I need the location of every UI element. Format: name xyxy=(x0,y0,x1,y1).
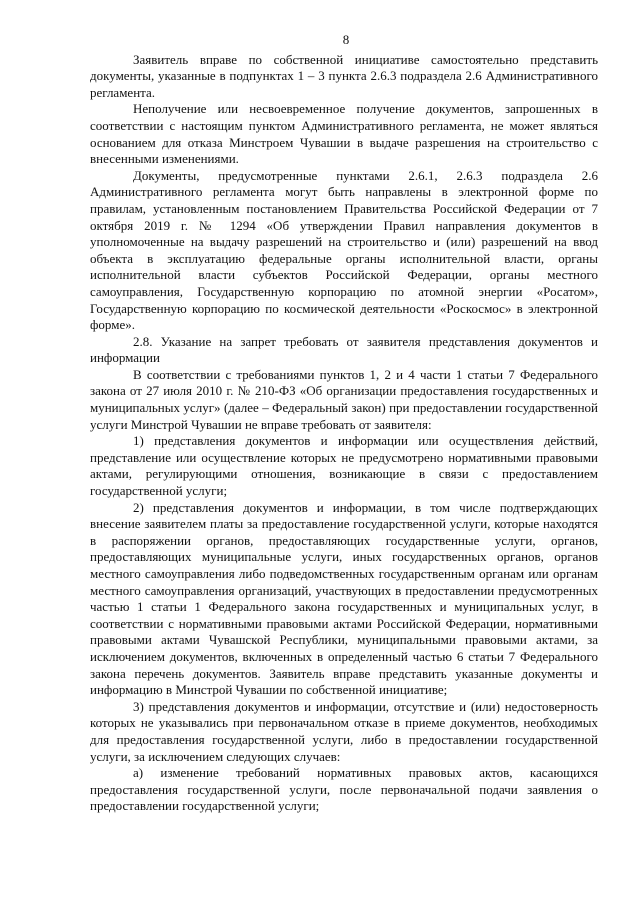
list-item-2: 2) представления документов и информации, в том числе подтверждающих внесение заявителем платы за предоставление государственной услуги, которые находятся в распоряжении органов, предоставляющих государственные услуги, органов, предоставляющих муниципальные услуги, иных государственных органов, органов местного самоуправления либо подведомственных государственным органам или органам местного самоуправления организаций, участвующих в предоставлении предусмотренных частью 1 статьи 1 Федерального закона государственных и муниципальных услуг, в соответствии с нормативными правовыми актами Российской Федерации, нормативными правовыми актами Чувашской Республики, муниципальными правовыми актами, за исключением документов, включенных в определенный частью 6 статьи 7 Федерального закона перечень документов. Заявитель вправе представить указанные документы и информацию в Минстрой Чувашии по собственной инициативе; xyxy=(90,499,598,698)
list-item-a: а) изменение требований нормативных правовых актов, касающихся предоставления государственной услуги, после первоначальной подачи заявления о предоставлении государственной услуги; xyxy=(90,765,598,814)
list-item-1: 1) представления документов и информации или осуществления действий, представление или осуществление которых не предусмотрено нормативными правовыми актами, регулирующими отношения, возникающие в связи с предоставлением государственной услуги; xyxy=(90,433,598,499)
page-number: 8 xyxy=(342,32,350,47)
paragraph-applicant-initiative: Заявитель вправе по собственной инициативе самостоятельно представить документы, указанные в подпунктах 1 – 3 пункта 2.6.3 подраздела 2.6 Административного регламента. xyxy=(90,51,598,100)
paragraph-electronic-form: Документы, предусмотренные пунктами 2.6.1, 2.6.3 подраздела 2.6 Административного регламента могут быть направлены в электронной форме по правилам, установленным постановлением Правительства Российской Федерации от 7 октября 2019 г. № 1294 «Об утверждении Правил направления документов в уполномоченные на выдачу разрешений на строительство и (или) разрешений на ввод объекта в эксплуатацию федеральные органы исполнительной власти, органы исполнительной власти субъектов Российской Федерации, органы местного самоуправления, Государственную корпорацию по атомной энергии «Росатом», Государственную корпорацию по космической деятельности «Роскосмос» в электронной форме». xyxy=(90,167,598,333)
paragraph-non-receipt: Неполучение или несвоевременное получение документов, запрошенных в соответствии с настоящим пунктом Административного регламента, не может являться основанием для отказа Минстроем Чувашии в выдаче разрешения на строительство с внесенными изменениями. xyxy=(90,101,598,167)
list-item-3: 3) представления документов и информации, отсутствие и (или) недостоверность которых не указывались при первоначальном отказе в приеме документов, необходимых для предоставления государственной услуги, либо в предоставлении государственной услуги, за исключением следующих случаев: xyxy=(90,698,598,764)
section-heading-2-8: 2.8. Указание на запрет требовать от заявителя представления документов и информации xyxy=(90,333,598,366)
paragraph-federal-law: В соответствии с требованиями пунктов 1, 2 и 4 части 1 статьи 7 Федерального закона от 27 июля 2010 г. № 210-ФЗ «Об организации предоставления государственных и муниципальных услуг» (далее – Федеральный закон) при предоставлении государственной услуги Минстрой Чувашии не вправе требовать от заявителя: xyxy=(90,366,598,432)
